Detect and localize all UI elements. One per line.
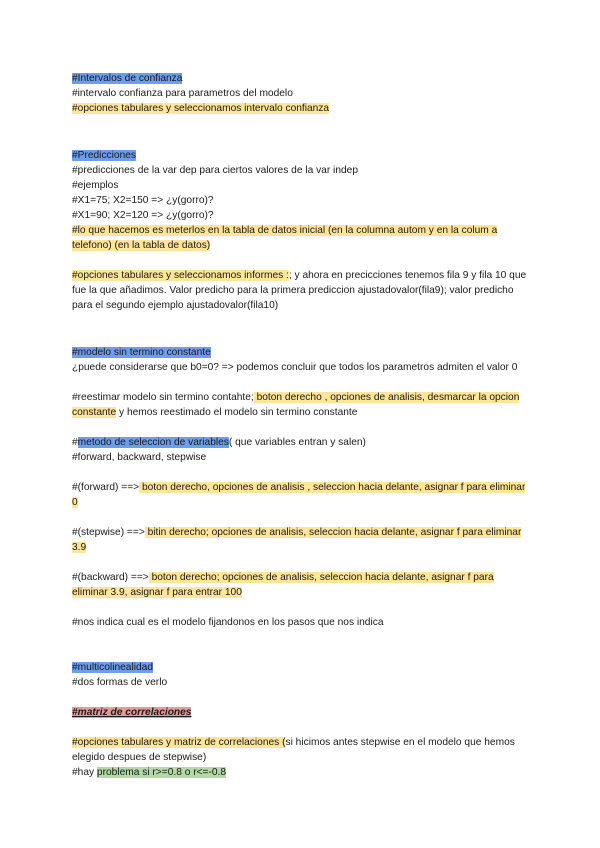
document-body [72, 71, 532, 780]
text-line: #X1=75; X2=150 => ¿y(gorro)? [72, 195, 214, 206]
text-paragraph [72, 223, 532, 253]
highlight-text: boton derecho, opciones de analisis , seleccion hacia delante, asignar f para eliminar 0 [72, 482, 526, 508]
heading-intervalos [72, 71, 532, 86]
text-paragraph: ¿puede considerarse que b0=0? => podemos concluir que todos los parametros admiten el valor 0 [72, 362, 518, 373]
heading-seleccion-text: metodo de seleccion de variables [77, 437, 229, 448]
subheading-matriz [72, 705, 532, 720]
text-span: #(stepwise) ==> [72, 527, 145, 538]
highlight-text: #lo que hacemos es meterlos en la tabla de datos inicial (en la columna autom y en la colum a telefono) (en la tabla de datos) [72, 225, 498, 251]
subheading-matriz-text: #matriz de correlaciones [72, 707, 192, 718]
text-line: #dos formas de verlo [72, 677, 168, 688]
text-span: #(forward) ==> [72, 482, 140, 493]
text-span: #hay [72, 767, 97, 778]
text-span: y hemos reestimado el modelo sin termino constante [116, 407, 358, 418]
highlight-text: #opciones tabulares y matriz de correlaciones ( [72, 737, 286, 748]
text-line [72, 765, 532, 780]
heading-predicciones [72, 148, 532, 163]
text-line: #ejemplos [72, 180, 119, 191]
text-paragraph [72, 735, 532, 765]
highlight-green-text: problema si r>=0.8 o r<=-0.8 [96, 767, 227, 778]
heading-multicolinealidad-text: #multicolinealidad [72, 662, 153, 673]
text-span: ( que variables entran y salen) [228, 437, 366, 448]
text-line: #forward, backward, stepwise [72, 452, 207, 463]
text-paragraph [72, 268, 532, 313]
highlight-text: boton derecho; opciones de analisis, seleccion hacia delante, asignar f para eliminar 3.9, asignar f para entrar 100 [72, 572, 494, 598]
text-line: #intervalo confianza para parametros del modelo [72, 88, 293, 99]
text-span: ; y ahora en precicciones tenemos fila 9 y fila 10 que fue la que añadimos. Valor predicho para la primera prediccion ajustadovalor(fila9); valor predicho para el segundo ejemplo ajustadovalor(fila10) [72, 270, 527, 311]
text-paragraph [72, 525, 532, 555]
text-line: #nos indica cual es el modelo fijandonos en los pasos que nos indica [72, 617, 384, 628]
text-span: si hicimos antes stepwise en el modelo que hemos elegido despues de stepwise) [72, 737, 515, 763]
heading-sin-constante [72, 345, 532, 360]
text-span: #reestimar modelo sin termino contahte; [72, 392, 254, 403]
text-line: #predicciones de la var dep para ciertos valores de la var indep [72, 165, 358, 176]
highlight-text: boton derecho , opciones de analisis, desmarcar la opcion constante [72, 392, 520, 418]
highlight-text: bitin derecho; opciones de analisis, seleccion hacia delante, asignar f para eliminar 3.9 [72, 527, 522, 553]
heading-multicolinealidad [72, 660, 532, 675]
highlight-text: #opciones tabulares y seleccionamos intervalo confianza [72, 103, 330, 114]
text-paragraph [72, 390, 532, 420]
text-span: # [72, 437, 78, 448]
text-line: #X1=90; X2=120 => ¿y(gorro)? [72, 210, 214, 221]
heading-seleccion [72, 435, 532, 450]
text-line [72, 101, 532, 116]
text-span: #(backward) ==> [72, 572, 149, 583]
heading-intervalos-text: #Intervalos de confianza [72, 73, 183, 84]
heading-sin-constante-text: #modelo sin termino constante [72, 347, 211, 358]
heading-predicciones-text: #Predicciones [72, 150, 136, 161]
highlight-text: #opciones tabulares y seleccionamos informes : [72, 270, 289, 281]
text-paragraph [72, 480, 532, 510]
text-paragraph [72, 570, 532, 600]
